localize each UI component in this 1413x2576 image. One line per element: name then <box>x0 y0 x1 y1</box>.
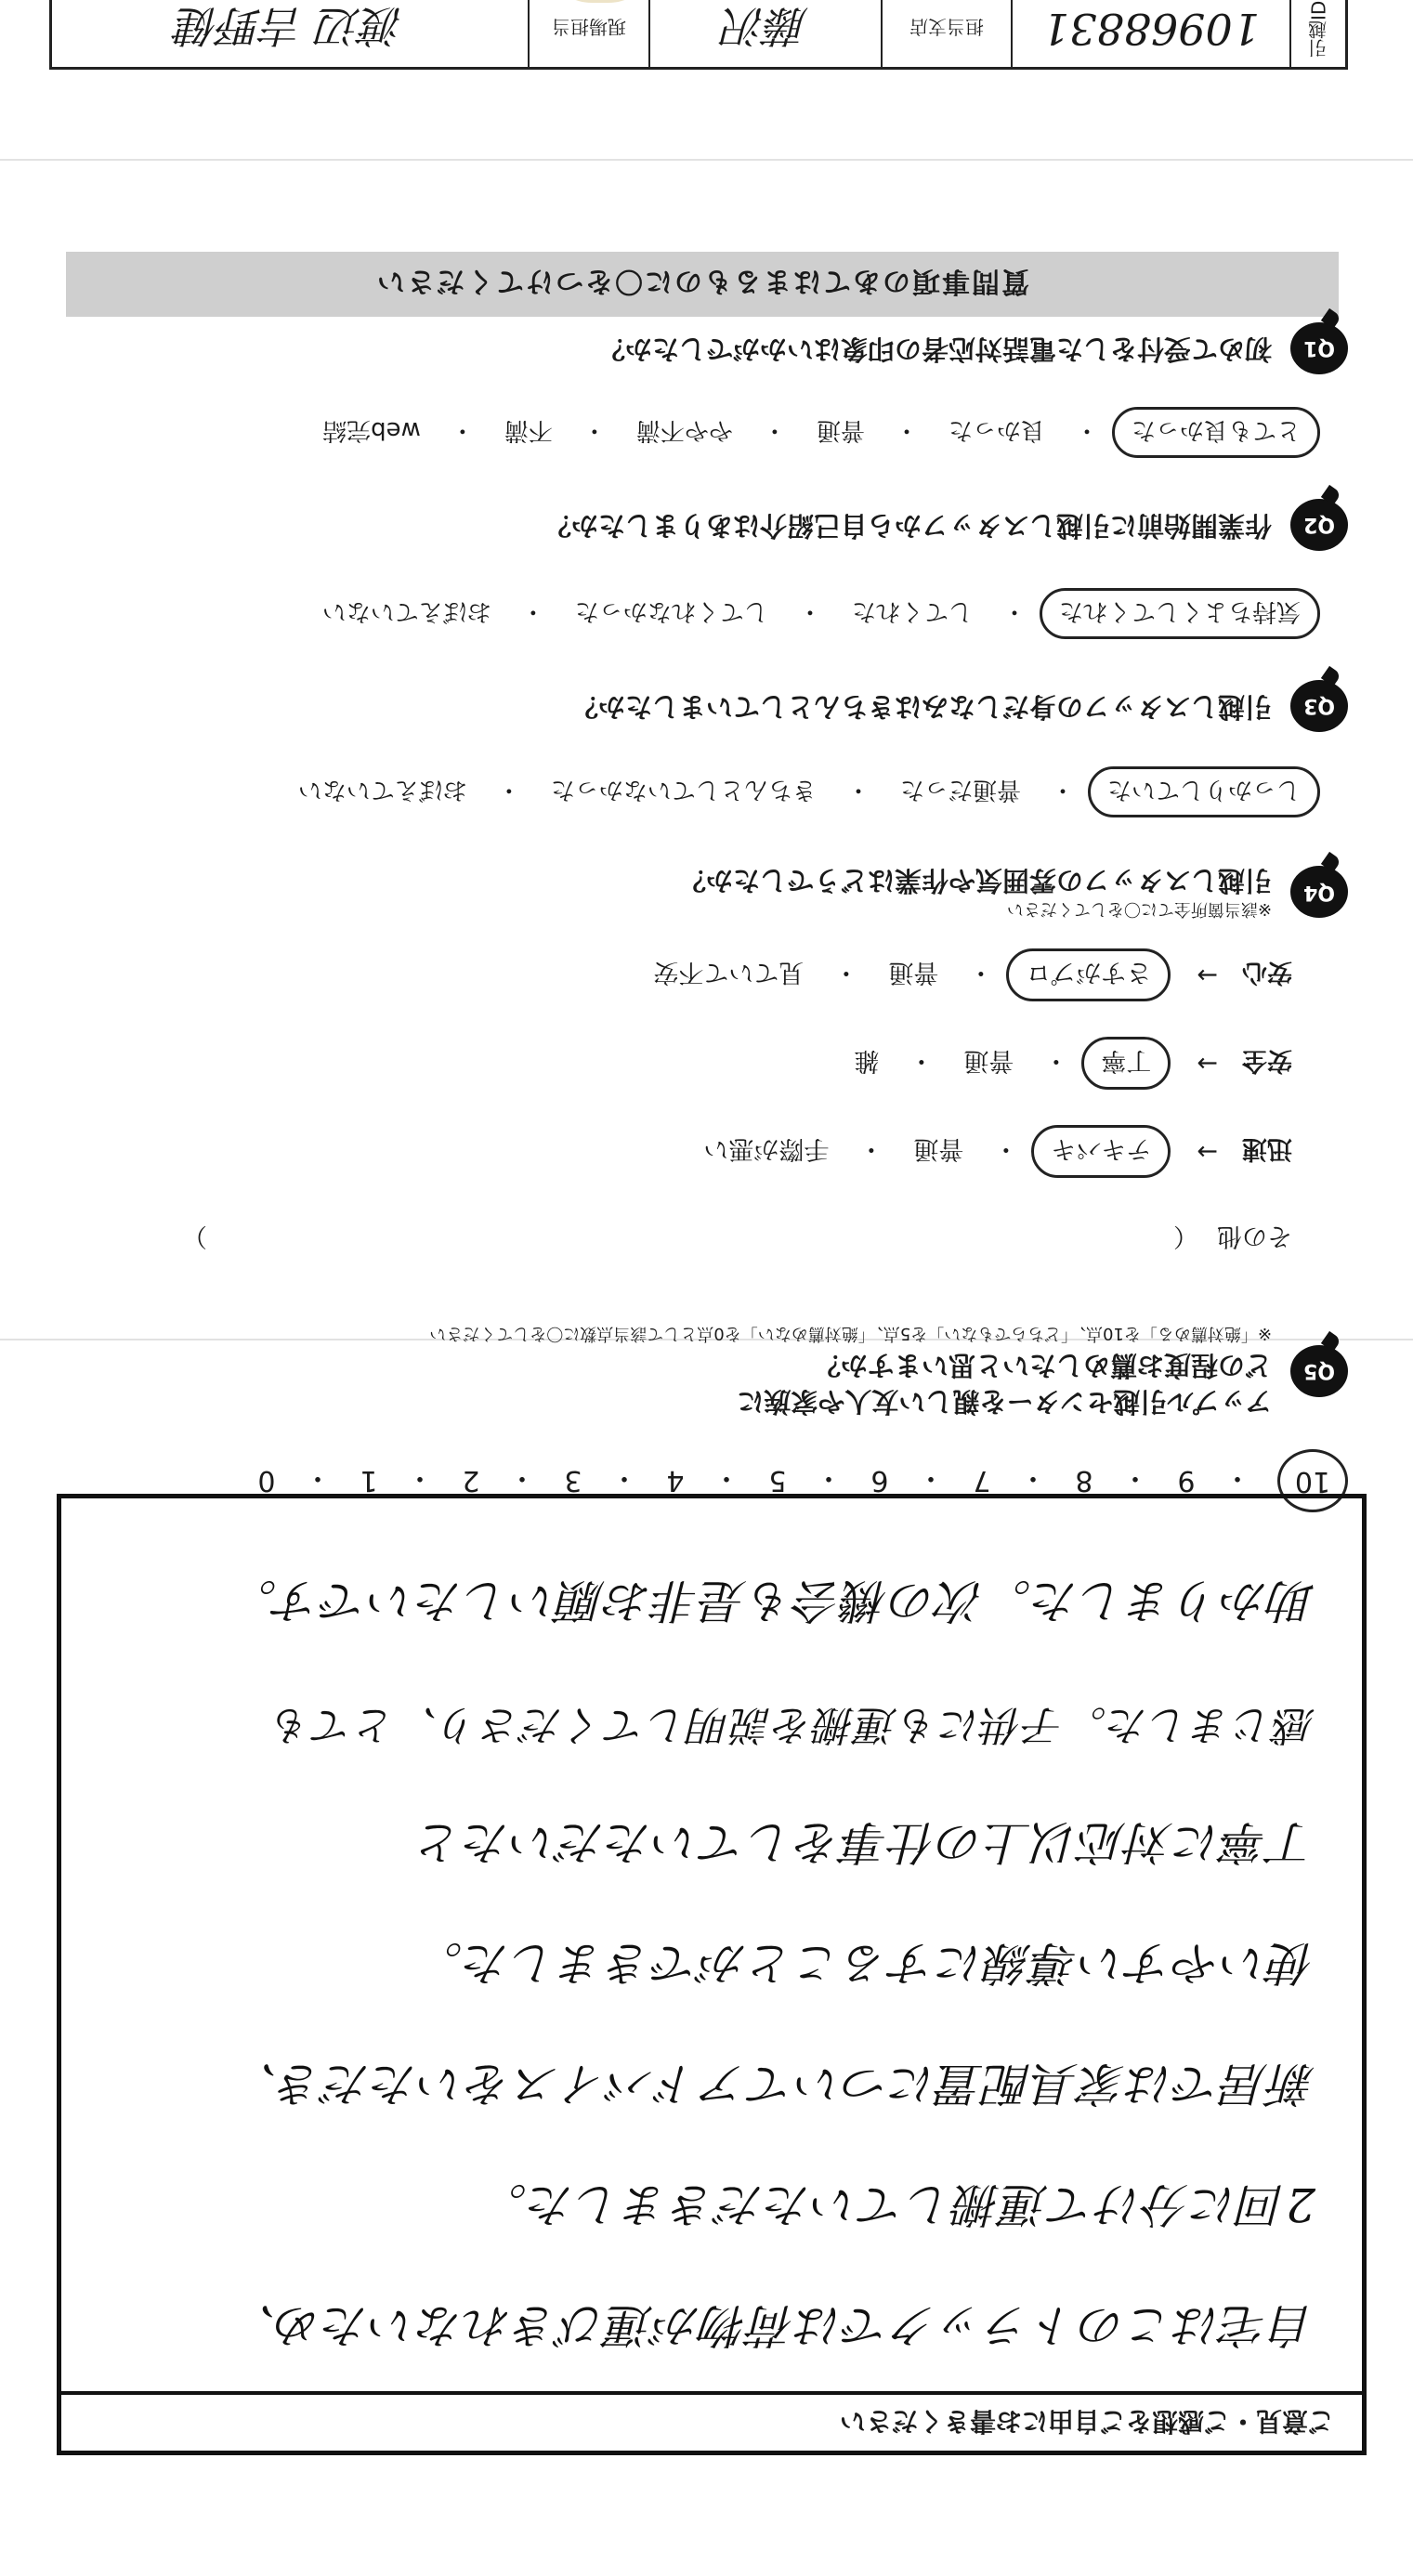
instruction-band <box>66 252 1339 317</box>
header-info-box <box>49 0 1348 70</box>
id-value-cell <box>1011 0 1289 67</box>
option-selected[interactable]: 気持ちよくしてくれた <box>1040 588 1320 639</box>
paren-open: （ <box>1173 1222 1198 1250</box>
option[interactable]: 見ていて不安 <box>653 958 805 987</box>
q4-row-other <box>85 1221 1292 1257</box>
leader-label: 現場担当 <box>552 16 626 39</box>
question-q3 <box>571 680 1348 732</box>
scale-option[interactable]: 3 <box>564 1464 582 1497</box>
option[interactable]: 普通 <box>816 416 865 444</box>
question-q4 <box>679 862 1348 922</box>
branch-value-cell <box>648 0 881 67</box>
q2-options: 気持ちよくしてくれた ・ してくれた ・ してくれなかった ・ おぼえていない <box>306 588 1320 639</box>
instruction-text: 質問事項のあてはまるものに〇をつけてください <box>375 265 1029 297</box>
scale-option[interactable]: 1 <box>360 1464 378 1497</box>
option-selected[interactable]: しっかりしていた <box>1088 766 1320 817</box>
comment-box <box>57 1494 1367 2455</box>
option[interactable]: おぼえていない <box>297 776 467 804</box>
question-text-line2: どの程度お薦めしたいと思いますか？ <box>813 1349 1272 1381</box>
question-text: 初めて受付をした電話対応者の印象はいかがでしたか？ <box>597 333 1272 365</box>
q5-scale: 10 ・ 9 ・ 8 ・ 7 ・ 6 ・ 5 ・ 4 ・ 3 ・ 2 ・ 1 ・ 0 <box>250 1449 1348 1512</box>
option[interactable]: 不満 <box>504 416 553 444</box>
question-text-line1: アップル引越センターを親しい友人や家族に <box>737 1386 1272 1418</box>
q4-row-anshin: 安心 → さすがプロ ・ 普通 ・ 見ていて不安 <box>636 948 1292 1001</box>
fold-line <box>0 159 1413 161</box>
comment-title-bar <box>61 2391 1362 2451</box>
comment-title: ご意見・ご感想をご自由にお書きください <box>839 2406 1334 2437</box>
arrow-icon: → <box>1197 1137 1218 1166</box>
question-badge: Q4 <box>1290 866 1348 918</box>
q4-row-anzen: 安全 → 丁寧 ・ 普通 ・ 雑 <box>837 1037 1292 1090</box>
scale-option[interactable]: 4 <box>666 1464 685 1497</box>
option[interactable]: おぼえていない <box>321 597 491 625</box>
question-badge: Q3 <box>1290 680 1348 732</box>
row-label: 安心 <box>1242 958 1292 987</box>
comment-line: 2回に分けて運搬していただきました。 <box>479 2177 1315 2231</box>
scale-option[interactable]: 0 <box>257 1464 276 1497</box>
comment-line: 丁寧に対応以上の仕事をしていただいたと <box>415 1815 1315 1869</box>
comment-line: 感じました。子供にも運搬を説明してくださり、とても <box>270 1701 1315 1748</box>
id-label: 引越ID <box>1307 0 1330 58</box>
option[interactable]: してくれなかった <box>574 597 768 625</box>
id-label-cell <box>1289 0 1345 67</box>
question-text: 引越しスタッフの雰囲気や作業はどうでしたか？ <box>678 865 1272 896</box>
id-value: 10968831 <box>1041 4 1261 54</box>
question-q5 <box>429 1323 1348 1419</box>
scale-option[interactable]: 6 <box>870 1464 889 1497</box>
leader-value: 渡辺 吉野健 <box>176 1 404 51</box>
option-selected[interactable]: とても良かった <box>1112 407 1320 458</box>
leader-label-cell <box>528 0 648 67</box>
scale-option[interactable]: 7 <box>973 1464 991 1497</box>
arrow-icon: → <box>1197 1049 1218 1078</box>
branch-label: 担当支店 <box>909 16 984 39</box>
question-text: 引越しスタッフの身だしなみはきちんとしていましたか？ <box>570 690 1272 723</box>
comment-line: 助かりました。次の機会も是非お願いしたいです。 <box>229 1574 1315 1628</box>
question-badge: Q5 <box>1290 1345 1348 1397</box>
question-q1 <box>598 322 1348 374</box>
question-text: 作業開始前に引越しスタッフから自己紹介はありましたか？ <box>543 509 1272 542</box>
question-q2 <box>544 499 1348 551</box>
q3-options: しっかりしていた ・ 普通だった ・ きちんとしていなかった ・ おぼえていない <box>281 766 1320 817</box>
option[interactable]: 普通 <box>888 958 939 987</box>
row-label: 迅速 <box>1242 1134 1292 1163</box>
option[interactable]: してくれた <box>851 597 973 625</box>
row-label: 安全 <box>1242 1046 1292 1075</box>
question-note: ※該当箇所全てに〇をしてください <box>1006 899 1272 919</box>
comment-line: 新居では家具配置についてアドバイスをいただき、 <box>229 2057 1315 2111</box>
option[interactable]: web完結 <box>322 416 421 444</box>
question-badge: Q2 <box>1290 499 1348 551</box>
q4-row-jinsoku: 迅速 → テキパキ ・ 普通 ・ 手際が悪い <box>687 1125 1292 1178</box>
option[interactable]: 雑 <box>854 1046 880 1075</box>
scale-option[interactable]: 2 <box>462 1464 480 1497</box>
option-selected[interactable]: テキパキ <box>1031 1125 1171 1178</box>
question-badge: Q1 <box>1290 322 1348 374</box>
option[interactable]: 普通だった <box>899 776 1021 804</box>
comment-line: 自宅はこのトラックでは荷物が運びきれないため、 <box>229 2298 1315 2352</box>
scale-option[interactable]: 9 <box>1177 1464 1196 1497</box>
branch-label-cell <box>881 0 1011 67</box>
option[interactable]: きちんとしていなかった <box>550 776 817 804</box>
option[interactable]: 普通 <box>913 1134 964 1163</box>
paren-close: ） <box>182 1222 207 1250</box>
option[interactable]: 良かった <box>948 416 1045 444</box>
leader-value-cell <box>52 0 528 67</box>
scale-option[interactable]: 5 <box>768 1464 787 1497</box>
comment-line: 使いやすい導線にすることができました。 <box>415 1936 1315 1990</box>
arrow-icon: → <box>1197 961 1218 989</box>
question-note: ※「絶対薦める」を10点、「どちらでもない」を5点、「絶対薦めない」を0点として該当点数に〇をしてください <box>429 1323 1272 1343</box>
scale-option-selected[interactable]: 10 <box>1277 1449 1348 1512</box>
option-selected[interactable]: 丁寧 <box>1081 1037 1171 1090</box>
scale-option[interactable]: 8 <box>1075 1464 1093 1497</box>
option[interactable]: 手際が悪い <box>703 1134 830 1163</box>
option[interactable]: やや不満 <box>635 416 733 444</box>
option-selected[interactable]: さすがプロ <box>1006 948 1171 1001</box>
q1-options: とても良かった ・ 良かった ・ 普通 ・ やや不満 ・ 不満 ・ web完結 <box>306 407 1320 458</box>
other-label: その他 <box>1217 1222 1292 1250</box>
option[interactable]: 普通 <box>963 1046 1014 1075</box>
branch-value: 藤沢 <box>723 1 808 51</box>
